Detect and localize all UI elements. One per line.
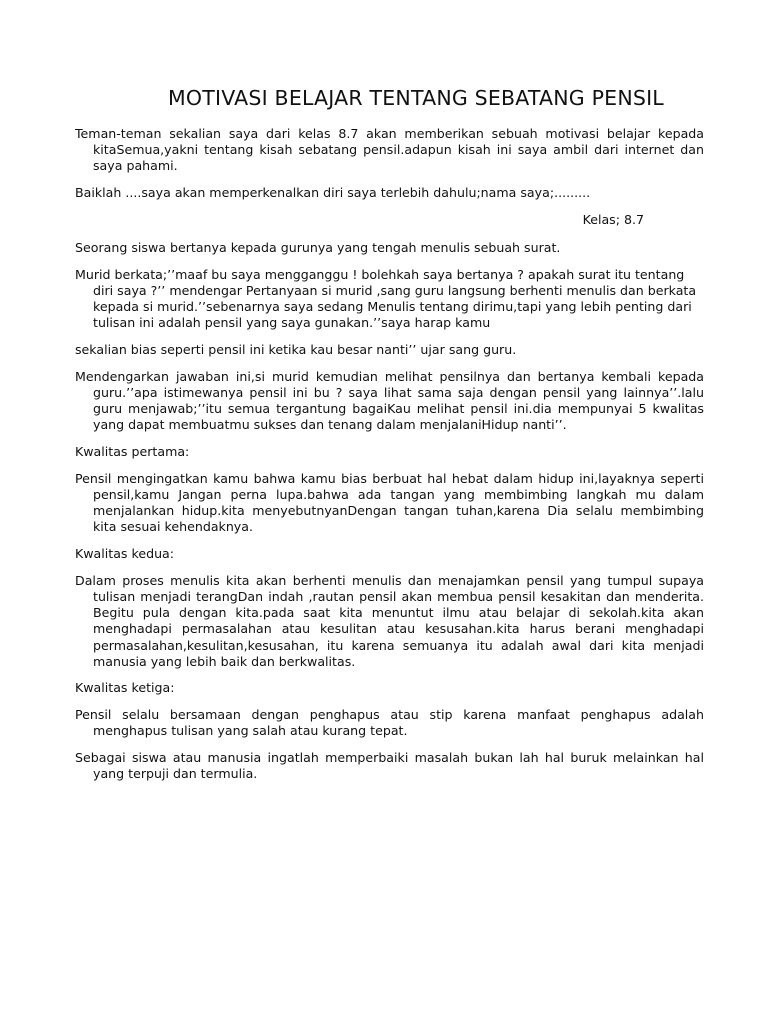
paragraph-closing: Sebagai siswa atau manusia ingatlah memperbaiki masalah bukan lah hal buruk melainkan hal yang terpuji dan termulia. bbox=[75, 750, 704, 782]
document-body bbox=[75, 126, 704, 793]
paragraph-story-start: Seorang siswa bertanya kepada gurunya yang tengah menulis sebuah surat. bbox=[75, 240, 561, 256]
paragraph-introduction-name: Baiklah ....saya akan memperkenalkan diri saya terlebih dahulu;nama saya;......... bbox=[75, 185, 591, 201]
paragraph-quality-first: Pensil mengingatkan kamu bahwa kamu bias berbuat hal hebat dalam hidup ini,layaknya seperti pensil,kamu Jangan perna lupa.bahwa ada tangan yang membimbing langkah mu dalam menjalankan hidup.kita menyebutnyanDengan tangan tuhan,karena Dia selalu membimbing kita sesuai kehendaknya. bbox=[75, 470, 704, 535]
page-title: MOTIVASI BELAJAR TENTANG SEBATANG PENSIL bbox=[168, 86, 664, 110]
paragraph-teacher-answer: Mendengarkan jawaban ini,si murid kemudian melihat pensilnya dan bertanya kembali kepada guru.’’apa istimewanya pensil ini bu ? saya lihat sama saja dengan pensil yang lainnya’’.lalu guru menjawab;’’itu semua tergantung bagaiKau melihat pensil ini.dia mempunyai 5 kwalitas yang dapat membuatmu sukses dan tenang dalam menjalaniHidup nanti’’. bbox=[75, 368, 704, 433]
heading-quality-first: Kwalitas pertama: bbox=[75, 444, 190, 460]
paragraph-quality-third: Pensil selalu bersamaan dengan penghapus atau stip karena manfaat penghapus adalah menghapus tulisan yang salah atau kurang tepat. bbox=[75, 707, 704, 739]
paragraph-teacher-hope: sekalian bias seperti pensil ini ketika kau besar nanti’’ ujar sang guru. bbox=[75, 342, 517, 358]
heading-quality-third: Kwalitas ketiga: bbox=[75, 680, 175, 696]
paragraph-student-question: Murid berkata;’’maaf bu saya mengganggu ! bolehkah saya bertanya ? apakah surat itu tentang diri saya ?’’ mendengar Pertanyaan si murid ,sang guru langsung berhenti menulis dan berkata kepada si murid.’’sebenarnya saya sedang Menulis tentang dirimu,tapi yang lebih penting dari tulisan ini adalah pensil yang saya gunakan.’’saya harap kamu bbox=[75, 266, 697, 331]
heading-quality-second: Kwalitas kedua: bbox=[75, 546, 175, 562]
paragraph-intro: Teman-teman sekalian saya dari kelas 8.7 akan memberikan sebuah motivasi belajar kepada kitaSemua,yakni tentang kisah sebatang pensil.adapun kisah ini saya ambil dari internet dan saya pahami. bbox=[75, 126, 704, 174]
paragraph-quality-second: Dalam proses menulis kita akan berhenti menulis dan menajamkan pensil yang tumpul supaya tulisan menjadi terangDan indah ,rautan pensil akan membua pensil kesakitan dan menderita. Begitu pula dengan kita.pada saat kita menuntut ilmu atau belajar di sekolah.kita akan menghadapi permasalahan atau kesulitan atau kesusahan.kita harus berani menghadapi permasalahan,kesulitan,kesusahan, itu karena semuanya itu adalah awal dari kita menjadi manusia yang lebih baik dan berkwalitas. bbox=[75, 572, 704, 669]
class-label: Kelas; 8.7 bbox=[582, 211, 644, 227]
